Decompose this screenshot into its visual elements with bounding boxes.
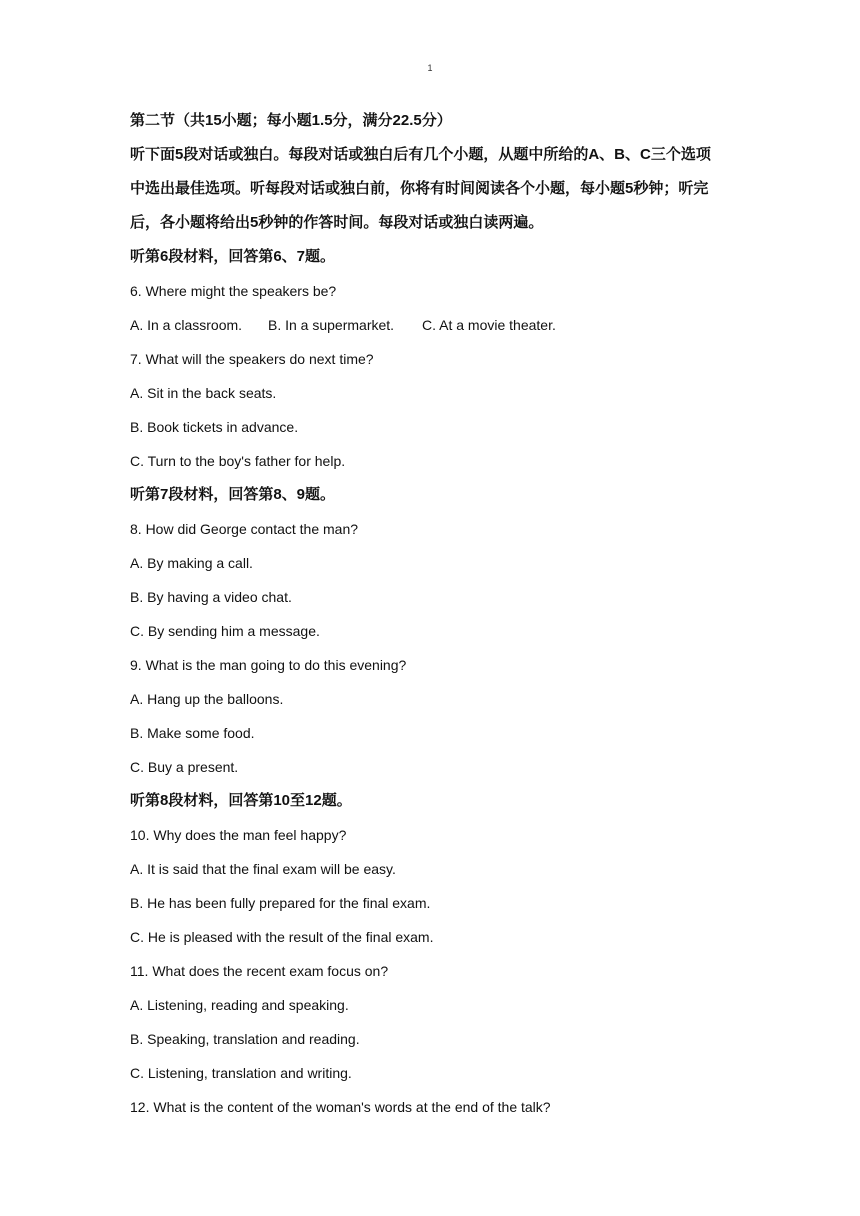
- option-c: C. By sending him a message.: [130, 623, 320, 639]
- question-stem: 8. How did George contact the man?: [130, 521, 359, 537]
- option-a: A. In a classroom.: [130, 317, 243, 333]
- option-a: A. Hang up the balloons.: [130, 691, 284, 707]
- group-heading: 听第7段材料，回答第8、9题。: [130, 486, 336, 503]
- option-a: A. Listening, reading and speaking.: [130, 997, 349, 1013]
- question-stem: 6. Where might the speakers be?: [130, 283, 337, 299]
- page-number: 1: [427, 63, 433, 73]
- question-stem: 9. What is the man going to do this evening?: [130, 657, 407, 673]
- options-row: [130, 312, 735, 346]
- option-a: A. It is said that the final exam will be easy.: [130, 861, 396, 877]
- section-header: 第二节（共15小题；每小题1.5分，满分22.5分）: [130, 112, 452, 129]
- instructions-paragraph: [130, 142, 735, 244]
- option-c: C. Turn to the boy's father for help.: [130, 453, 346, 469]
- option-a: A. By making a call.: [130, 555, 253, 571]
- option-b: B. Make some food.: [130, 725, 255, 741]
- option-b: B. Speaking, translation and reading.: [130, 1031, 360, 1047]
- group-heading: 听第6段材料，回答第6、7题。: [130, 248, 336, 265]
- question-stem: 12. What is the content of the woman's words at the end of the talk?: [130, 1099, 551, 1115]
- instructions-line: 后，各小题将给出5秒钟的作答时间。每段对话或独白读两遍。: [130, 214, 544, 231]
- question-stem: 7. What will the speakers do next time?: [130, 351, 374, 367]
- instructions-line: 听下面5段对话或独白。每段对话或独白后有几个小题，从题中所给的A、B、C三个选项: [130, 146, 711, 163]
- option-c: C. At a movie theater.: [422, 317, 556, 333]
- option-b: B. Book tickets in advance.: [130, 419, 299, 435]
- option-b: B. He has been fully prepared for the final exam.: [130, 895, 431, 911]
- option-c: C. He is pleased with the result of the final exam.: [130, 929, 434, 945]
- option-b: B. By having a video chat.: [130, 589, 292, 605]
- option-a: A. Sit in the back seats.: [130, 385, 277, 401]
- document-body: [130, 108, 735, 1128]
- option-c: C. Buy a present.: [130, 759, 239, 775]
- question-stem: 11. What does the recent exam focus on?: [130, 963, 389, 979]
- question-stem: 10. Why does the man feel happy?: [130, 827, 347, 843]
- group-heading: 听第8段材料，回答第10至12题。: [130, 792, 352, 809]
- instructions-line: 中选出最佳选项。听每段对话或独白前，你将有时间阅读各个小题，每小题5秒钟；听完: [130, 180, 709, 197]
- option-b: B. In a supermarket.: [268, 317, 395, 333]
- option-c: C. Listening, translation and writing.: [130, 1065, 352, 1081]
